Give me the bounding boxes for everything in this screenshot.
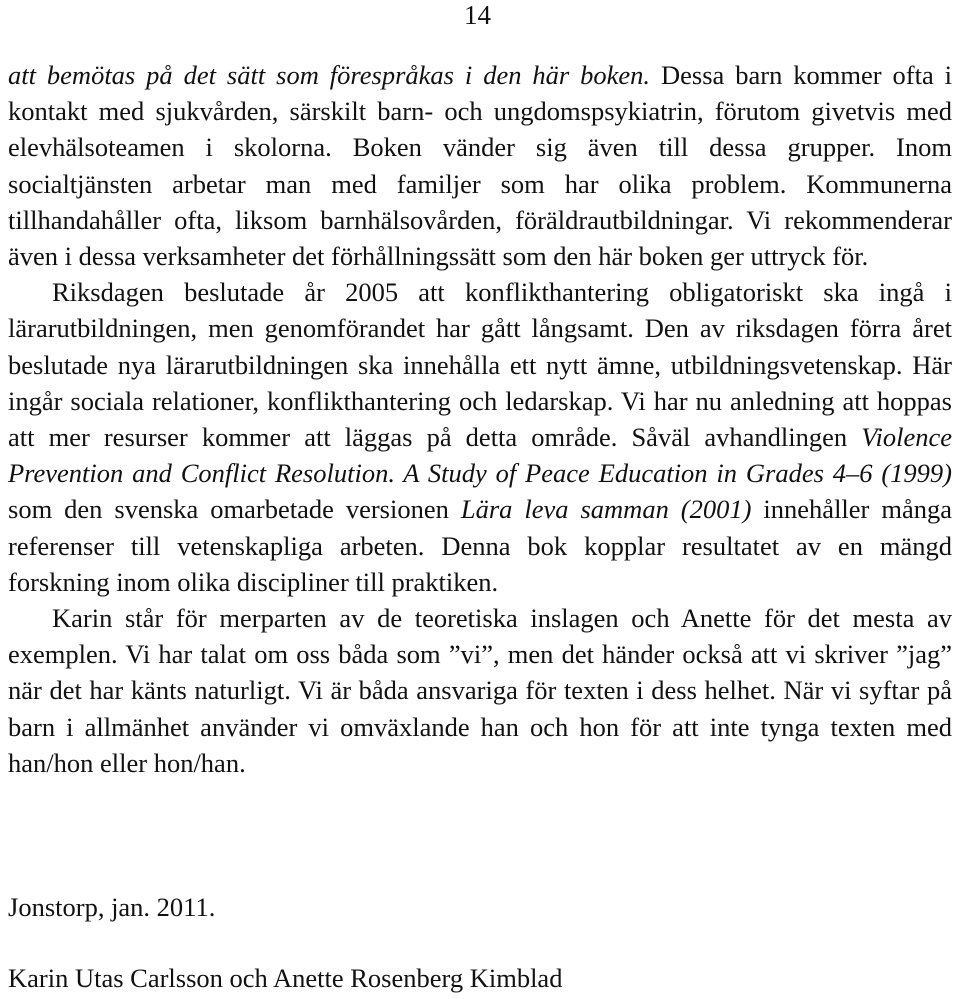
paragraph-1-text: Dessa barn kommer ofta i kontakt med sjukvården, särskilt barn- och ungdomspsykiatrin, förutom givetvis med elevhälsoteamen i skolorna. Boken vänder sig även till dessa grupper. Inom socialtjänsten arbetar man med familjer som har olika problem. Kommunerna tillhandahåller ofta, liksom barnhälsovården, föräldrautbildningar. Vi rekommenderar även i dessa verksamheter det förhållningssätt som den här boken ger uttryck för. bbox=[8, 60, 953, 272]
paragraph-2-text-c: innehåller många referenser till vetenskapliga arbeten. Denna bok kopplar resultatet av en mängd forskning inom olika discipliner till praktiken. bbox=[8, 494, 952, 597]
paragraph-2-text-b: som den svenska omarbetade versionen bbox=[8, 494, 461, 525]
book-title-lara-leva-samman: Lära leva samman (2001) bbox=[460, 494, 752, 525]
place-and-date: Jonstorp, jan. 2011. bbox=[8, 892, 216, 922]
author-names: Karin Utas Carlsson och Anette Rosenberg Kimblad bbox=[8, 963, 563, 993]
paragraph-3: Karin står för merparten av de teoretiska inslagen och Anette för det mesta av exemplen. Vi har talat om oss båda som ”vi”, men det händer också att vi skriver ”jag” när det har känts naturligt. Vi är båda ansvariga för texten i dess helhet. När vi syftar på barn i allmänhet använder vi omväxlande han och hon för att inte tynga texten med han/hon eller hon/han. bbox=[8, 603, 952, 778]
paragraph-2-text-a: Riksdagen beslutade år 2005 att konflikthantering obligatoriskt ska ingå i lärarutbildningen, men genomförandet har gått långsamt. Den av riksdagen förra året beslutade nya lärarutbildningen ska innehålla ett nytt ämne, utbildningsvetenskap. Här ingår sociala relationer, konflikthantering och ledarskap. Vi har nu anledning att hoppas att mer resurser kommer att läggas på detta område. Såväl avhandlingen bbox=[8, 277, 952, 453]
paragraph-2 bbox=[8, 274, 952, 600]
italic-lead-text: att bemötas på det sätt som förespråkas i den här boken. bbox=[8, 60, 651, 90]
page-number: 14 bbox=[464, 0, 491, 30]
book-title-violence-prevention: Violence Prevention and Conflict Resolution. A Study of Peace Education in Grades 4–6 (1999) bbox=[8, 422, 952, 489]
body-text bbox=[8, 57, 952, 781]
paragraph-1 bbox=[8, 57, 952, 274]
